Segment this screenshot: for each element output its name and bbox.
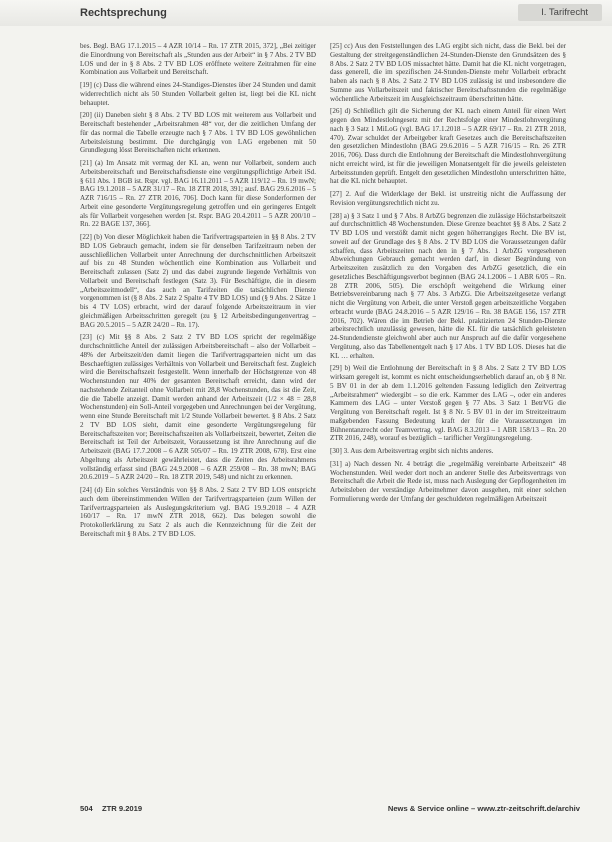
paragraph: [20] (ii) Daneben sieht § 8 Abs. 2 TV BD LOS mit weiterem aus Vollarbeit und Bereitschaft bestehender „Arbeitsrahmen 48“ vor, der die zeitlichen Umfang der für das normal die Tabelle erzeugte nach § 7 Abs. 1 TV BD LOS gewöhnlichen Arbeitsleistung bestimmt. Die durchgängig von LAG ergebenen mit 50 Grundlegung lösst Bereitschaften nicht erkennen.	[80, 111, 316, 155]
archive-link[interactable]: News & Service online – www.ztr-zeitschrift.de/archiv	[387, 804, 580, 813]
paragraph: [28] a) § 3 Satz 1 und § 7 Abs. 8 ArbZG begrenzen die zulässige Höchstarbeitszeit auf durchschnittlich 48 Wochenstunden. Diese Grenze beachtet §§ 8 Abs. 2 Satz 2 TV BD LOS und verstößt damit nicht gegen höherrangiges Recht. Die BV ist, soweit auf der Grundlage des § 8 Abs. 2 TV BD LOS die Voraussetzungen dafür schaffen, dass Arbeitszeiten nach den in § 7 Abs. 1 ArbZG vorgesehenen Abweichungen Gebrauch gemacht werden darf, in dieser Begründung von Arbeitszeiten zusätzlich zu den Vorgaben des ArbZG gesetzlich, die ein gesetzliches Beschäftigungsverbot beginnen (BAG 24.1.2006 – 1 ABR 6/05 – Rn. 28 ZTR 2006, 505). Die erschöpft weitgehend die Wirkung einer Betriebsvereinbarung nach § 77 Abs. 3 ArbZG. Die Arbeitszeitgesetze verlangt nicht die Vergütung von Arbeit, die unter Verstoß gegen arbeitszeitliche Vorgaben erbracht wurde (BAG 24.8.2016 – 5 AZR 129/16 – Rn. 38 BAGE 156, 157 ZTR 2016, 702). Wären die im Betrieb der Bekl. praktizierten 24 Stunden-Dienste arbeitsrechtlich unzulässig gewesen, hätte die KL für die tatsächlich geleisteten 24-Stundendienste gleichwohl aber auch nur Anspruch auf die dafür vorgesehene Vergütung, also das Tabellenentgelt nach § 17 Abs. 1 TV BD LOS. Dieses hat die KL … erhalten.	[330, 211, 566, 360]
paragraph: [29] b) Weil die Entlohnung der Bereitschaft in § 8 Abs. 2 Satz 2 TV BD LOS wirksam geregelt ist, kommt es nicht entscheidungserheblich darauf an, ob § 8 Nr. 5 BV 01 in der ab dem 1.1.2016 geltenden Fassung lediglich den Zeitvertrag „Arbeitsrahmen“ wiedergibt – so die erk. Kammer des LAG –, oder ein anderes Kammern des LAG – unter Verstoß gegen § 77 Abs. 3 Satz 1 BetrVG die Vergütung von Bereitschaft regelt. Ist § 8 Nr. 5 BV 01 in der im Streitzeitraum maßgebenden Fassung Bedeutung kraft der für die Voraussetzungen im Bühnentanzrecht oder Teamvertrag. vgl. BAG 8.3.2013 – 1 ABR 158/13 – Rn. 20 ZTR 2016, 248), worauf es bezüglich – tariflicher Vergütungsregelung.	[330, 364, 566, 443]
right-column	[330, 42, 566, 787]
page-number: 504	[80, 804, 93, 813]
paragraph: [23] (c) Mit §§ 8 Abs. 2 Satz 2 TV BD LOS spricht der regelmäßige durchschnittliche Anteil der zulässigen Arbeitsbereitschaft – also der Vollarbeit – 48% der Arbeitszeit/den damit liegen die Tarifvertragsparteien nicht um das Beschaeftigten zulässiges Verhältnis von Vollarbeit und Bereitschaft fest. Zugleich wird die Bereitschaftszeit festgestellt. Wenn innerhalb der Höchstgrenze von 48 Wochenstunden nur 40% der gesamten Bereitschaft erreicht, dann wird der nachstehende Zeitanteil ohne Vollarbeit mit 28,8 Wochenstunden, das ist die Zeit, die die Tabelle anzeigt. Damit werden anhand der Arbeitszeit (1/2 × 48 = 28,8 Wochenstunden) ein Soll-Anteil vorgegeben und Anrechnungen bei der Vergütung, wenn eine Stunde Bereitschaft mit 1/2 Stunde Vollarbeit bewertet. § 8 Abs. 2 Satz 2 TV BD LOS sieht, damit eine gesonderte Vergütungsregelung für Bereitschaftszeiten vor; Bereitschaftszeiten als Vollarbeitszeit, bewertet, Zeiten die Bereitschaft ist Teil der Arbeitszeit, Voraussetzung ist ihre Anrechnung auf die Arbeitszeit (BAG 17.7.2008 – 6 AZR 505/07 – Rn. 19 ZTR 2008, 678). Erst eine Abgeltung als Arbeitszeit gewährleistet, dass die Zeiten des Arbeitsrahmens vollständig erfasst sind (BAG 24.9.2008 – 6 AZR 259/08 – Rn. 38 mwN; BAG 20.6.2019 – 5 AZR 24/20 – Rn. 18 ZTR 2019, 548) und nicht zu erkennen.	[80, 333, 316, 482]
paragraph: [30] 3. Aus dem Arbeitsvertrag ergibt sich nichts anderes.	[330, 447, 494, 455]
paragraph: [19] (c) Dass die während eines 24-Standiges-Dienstes über 24 Stunden und damit widerrechtlich nicht als 50 Stunden Vollarbeit gelten ist, liegt bei die KL nicht behauptet.	[80, 81, 316, 107]
paragraph: [22] (b) Von dieser Möglichkeit haben die Tarifvertragsparteien in §§ 8 Abs. 2 TV BD LOS Gebrauch gemacht, indem sie für denselben Tarifzeitraum neben der ausschließlichen Vollarbeit unter Anrechnung der durchschnittlichen Arbeitszeit auf bis zu 48 Stunden wöchentlich eine Kombination aus Vollarbeit und Bereitschaft zulassen (Satz 2) und das dabei zugrunde liegende Verhältnis von Vollarbeit und Bereitschaft festlegen (Satz 3). Für Beschäftigte, die in diesem „Arbeitszeitmodell“, das auch an Tarifzeiten die tatsächlichen Dienste vorgenommen ist (§ 8 Abs. 2 Satz 2 Spalte 4 TV BD LOS) und (§ 9 Abs. 2 Sätze 1 bis 4 TV LOS) erbracht, wird der darauf folgende Arbeitszeitraum in vier gleichmäßigen Arbeitsschritten geregelt (zu § 12 Arbeitsbedingungenvertrag – BAG 20.5.2015 – 5 AZR 24/20 – Rn. 17).	[80, 233, 316, 329]
header-category-tab	[518, 4, 602, 21]
section-title: Rechtsprechung	[80, 7, 167, 19]
journal-issue: ZTR 9.2019	[102, 804, 143, 813]
paragraph: [31] a) Nach dessen Nr. 4 beträgt die „regelmäßig vereinbarte Arbeitszeit“ 48 Wochenstunden. Weil weder dort noch an anderer Stelle des Arbeitsvertrags von Bereitschaft die Arbeit die Rede ist, muss nach Auslegung der Gepflogenheiten im Arbeitsleben der verständige Arbeitnehmer davon ausgehen, mit einer solchen Formulierung werde der Umfang der geschuldeten regelmäßigen Arbeitszeit	[330, 459, 566, 503]
paragraph: [25] cc) Aus den Feststellungen des LAG ergibt sich nicht, dass die Bekl. bei der Gestaltung der streitgegenständlichen 24-Stunden-Dienste den Grundsätzen des § 8 Abs. 2 Satz 2 TV BD LOS missachtet hätte. Damit hat die KL nicht vorgetragen, dass generell, die im spezifischen 24-Stunden-Dienste mehr Vollarbeit erbracht haben als nach § 8 Abs. 2 Satz 2 TV BD LOS zulässig ist und insbesondere die Summe aus Vollarbeitszeit und faktischer Bereitschaftsstunden die regelmäßige wöchentliche Arbeitszeit im Ausgleichszeitraum überschritten hätte.	[330, 42, 566, 103]
paragraph: [24] (d) Ein solches Verständnis von §§ 8 Abs. 2 Satz 2 TV BD LOS entspricht auch dem übereinstimmenden Willen der Tarifvertragsparteien (zum Willen der Tarifvertragsparteien als Auslegungskriterium vgl. BAG 19.9.2018 – 4 AZR 160/17 – Rn. 17 mwN ZTR 2018, 662). Das belegen sowohl die Protokollerklärung zu Satz 2 als auch die Kennzeichnung für die Zeit der Bereitschaft mit § 8 Abs. 2 TV BD LOS.	[80, 486, 316, 538]
paragraph: bes. Begl. BAG 17.1.2015 – 4 AZR 10/14 – Rn. 17 ZTR 2015, 372], „Bei zeitiger die Einordnung von Bereitschaft als „Stunden aus der Arbeit“ in § 7 Abs. 2 TV BD LOS und der in § 8 Abs. 2 TV BD LOS eröffnete weitere Zeitrahmen für eine Kombination aus Vollarbeit und Bereitschaft.	[80, 42, 316, 77]
page-header	[0, 0, 612, 26]
left-column	[80, 42, 316, 787]
page-footer	[80, 804, 580, 818]
paragraph: [26] d) Schließlich gilt die Sicherung der KL nach einem Anteil für einen Wert gegen den Mindestlohngesetz mit der Rechtsfolge einer Mindestlohnvergütung nach § 3 Satz 1 MiLoG (vgl. BAG 17.1.2018 – 5 AZR 69/17 – Rn. 21 ZTR 2018, 470). Zwar schuldet der Arbeitgeber kraft Gesetzes auch die Bereitschaftszeiten den gesetzlichen Mindestlohn (BAG 29.6.2016 – 5 AZR 716/15 – Rn. 26 ZTR 2016, 706). Dass durch die Entlohnung der Bereitschaft die Mindestlohnvergütung nicht erreicht wird, ist für die jeweiligen Monatsentgelt für die jeweils geleisteten Arbeitsstunden geprüft. Entgelt den gesetzlichen Mindestlohn unterschritten hätte, hat die KL nicht behauptet.	[330, 107, 566, 186]
paragraph: [21] (a) Im Ansatz mit vermag der KL an, wenn nur Vollarbeit, sondern auch Arbeitsbereitschaft und Bereitschaftsdienste eine vergütungspflichtige Arbeit iSd. § 611 Abs. 1 BGB ist. Rspr. vgl. BAG 16.11.2011 – 5 AZR 119/12 – Rn. 19 mwN; BAG 19.1.2018 – 5 AZR 31/17 – Rn. 18 ZTR 2018, 391; ausf. BAG 29.6.2016 – 5 AZR 716/15 – Rn. 27 ZTR 2016, 706]. Doch kann für diese Sonderformen der Arbeit eine gesonderte Vergütungsregelung getroffen und ein geringeres Entgelt als für Vollarbeit vorgesehen werden [st. Rspr. BAG 20.4.2011 – 5 AZR 200/10 – Rn. 22 BAGE 137, 366].	[80, 159, 316, 229]
category-label: I. Tarifrecht	[541, 7, 588, 18]
paragraph: [27] 2. Auf die Widerklage der Bekl. ist unstreitig nicht die Auffassung der Revision vergütungsrechtlich nicht zu.	[330, 190, 566, 207]
